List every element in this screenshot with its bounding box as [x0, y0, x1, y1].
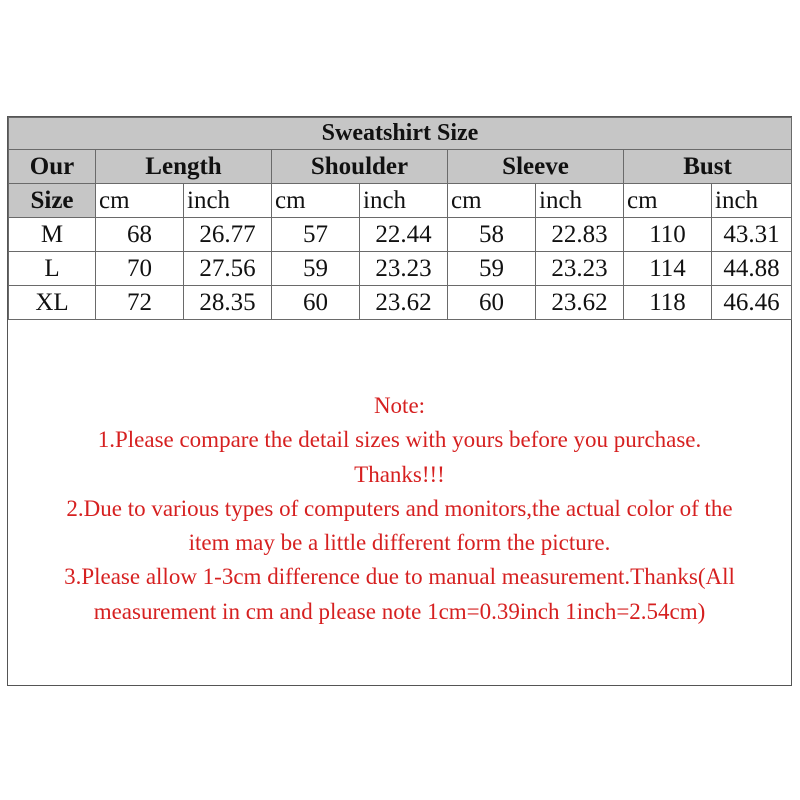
table-row: [9, 286, 792, 320]
unit-cell: inch: [536, 184, 624, 218]
table-cell: 60: [272, 286, 360, 320]
title-row: [9, 118, 792, 150]
size-header-bottom: Size: [9, 184, 96, 218]
table-cell: 110: [624, 218, 712, 252]
table-cell: 28.35: [184, 286, 272, 320]
table-cell: 22.83: [536, 218, 624, 252]
unit-cell: cm: [272, 184, 360, 218]
unit-cell: inch: [360, 184, 448, 218]
table-cell: 23.62: [536, 286, 624, 320]
note-heading: Note:: [373, 393, 426, 418]
table-cell: 23.62: [360, 286, 448, 320]
unit-cell: cm: [448, 184, 536, 218]
notes-block: [8, 389, 791, 629]
size-label: XL: [9, 286, 96, 320]
note-line: 3.Please allow 1-3cm difference due to manual measurement.Thanks(All: [64, 564, 735, 590]
unit-cell: inch: [712, 184, 792, 218]
note-line: 1.Please compare the detail sizes with yours before you purchase.: [97, 427, 702, 453]
unit-cell: cm: [624, 184, 712, 218]
unit-cell: inch: [184, 184, 272, 218]
table-cell: 114: [624, 252, 712, 286]
table-cell: 23.23: [536, 252, 624, 286]
table-cell: 72: [96, 286, 184, 320]
size-table: [8, 117, 792, 320]
group-header-shoulder: Shoulder: [272, 150, 448, 184]
table-cell: 23.23: [360, 252, 448, 286]
table-cell: 46.46: [712, 286, 792, 320]
group-header-sleeve: Sleeve: [448, 150, 624, 184]
size-chart-frame: [7, 116, 792, 686]
size-label: M: [9, 218, 96, 252]
note-line: 2.Due to various types of computers and monitors,the actual color of the: [66, 495, 733, 521]
table-cell: 22.44: [360, 218, 448, 252]
unit-cell: cm: [96, 184, 184, 218]
group-header-row: [9, 150, 792, 184]
note-line: measurement in cm and please note 1cm=0.39inch 1inch=2.54cm): [93, 598, 706, 624]
table-cell: 57: [272, 218, 360, 252]
table-cell: 27.56: [184, 252, 272, 286]
table-row: [9, 218, 792, 252]
table-cell: 26.77: [184, 218, 272, 252]
table-cell: 68: [96, 218, 184, 252]
table-cell: 44.88: [712, 252, 792, 286]
table-title: Sweatshirt Size: [9, 118, 792, 150]
table-cell: 43.31: [712, 218, 792, 252]
size-header-top: Our: [9, 150, 96, 184]
table-cell: 59: [272, 252, 360, 286]
table-cell: 60: [448, 286, 536, 320]
table-cell: 59: [448, 252, 536, 286]
group-header-length: Length: [96, 150, 272, 184]
table-cell: 70: [96, 252, 184, 286]
table-cell: 58: [448, 218, 536, 252]
note-line: Thanks!!!: [354, 461, 445, 487]
unit-row: [9, 184, 792, 218]
group-header-bust: Bust: [624, 150, 792, 184]
table-row: [9, 252, 792, 286]
table-cell: 118: [624, 286, 712, 320]
size-label: L: [9, 252, 96, 286]
note-line: item may be a little different form the picture.: [188, 530, 611, 556]
